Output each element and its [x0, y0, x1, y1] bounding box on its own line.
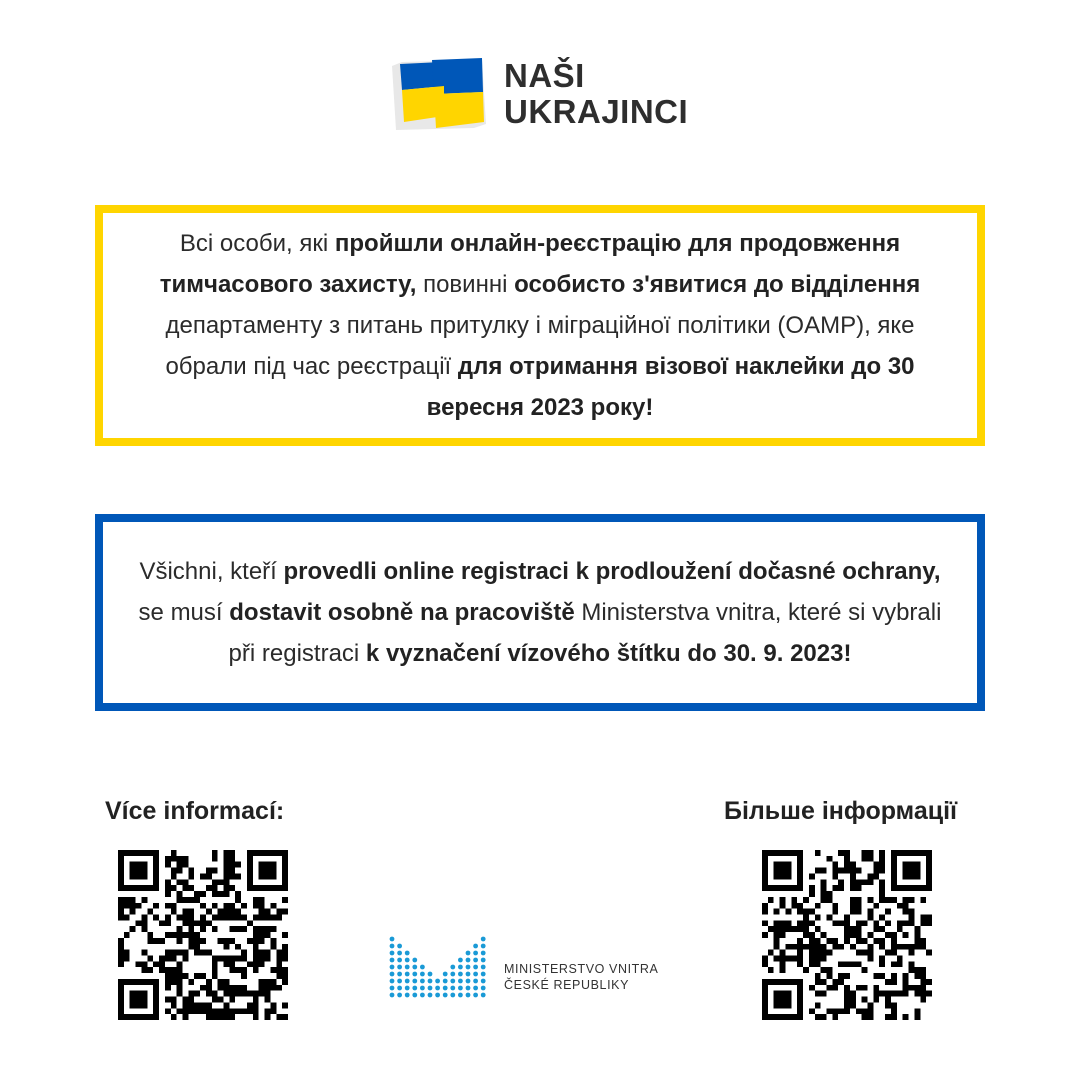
- notice-uk-part-6: для отримання візової наклейки до 30 вересня 2023 року!: [426, 353, 915, 421]
- notice-cz-part-1: Všichni, kteří: [139, 558, 284, 585]
- logo-line-2: UKRAJINCI: [504, 93, 689, 130]
- ministry-dots-icon: [388, 935, 488, 999]
- ministry-name: [504, 961, 658, 993]
- notice-cz-part-6: k vyznačení vízového štítku do 30. 9. 2023!: [365, 640, 852, 667]
- qr-code-czech[interactable]: [118, 850, 288, 1020]
- notice-uk-part-5: департаменту з питань притулку і міграційної політики (OAMP), яке обрали під час реєстрації: [165, 312, 915, 380]
- notice-czech-text: [137, 551, 943, 674]
- notice-czech-box: [95, 514, 985, 711]
- notice-cz-part-2: provedli online registraci k prodloužení dočasné ochrany,: [283, 558, 941, 585]
- more-info-czech-label: Více informací:: [105, 797, 285, 825]
- notice-uk-part-1: Всі особи, які: [179, 230, 335, 257]
- ukraine-flag-icon: [392, 56, 486, 136]
- logo-wordmark: [504, 58, 688, 130]
- notice-uk-part-4: особисто з'явитися до відділення: [514, 271, 921, 298]
- notice-ukrainian-text: [137, 223, 943, 428]
- nasi-ukrajinci-logo: [392, 56, 692, 136]
- ministry-name-line-1: MINISTERSTVO VNITRA: [504, 962, 659, 976]
- notice-cz-part-5: Ministerstva vnitra, které si vybrali při registraci: [228, 599, 942, 667]
- logo-line-1: NAŠI: [504, 57, 585, 94]
- ministry-name-line-2: ČESKÉ REPUBLIKY: [504, 978, 630, 992]
- qr-code-ukrainian[interactable]: [762, 850, 932, 1020]
- notice-cz-part-3: se musí: [138, 599, 230, 626]
- notice-uk-part-3: повинні: [416, 271, 515, 298]
- more-info-ukrainian-label: Більше інформації: [724, 797, 958, 825]
- notice-ukrainian-box: [95, 205, 985, 446]
- notice-cz-part-4: dostavit osobně na pracoviště: [229, 599, 575, 626]
- notice-uk-part-2: пройшли онлайн-реєстрацію для продовження тимчасового захисту,: [159, 230, 901, 298]
- ministry-logo: [388, 935, 688, 1005]
